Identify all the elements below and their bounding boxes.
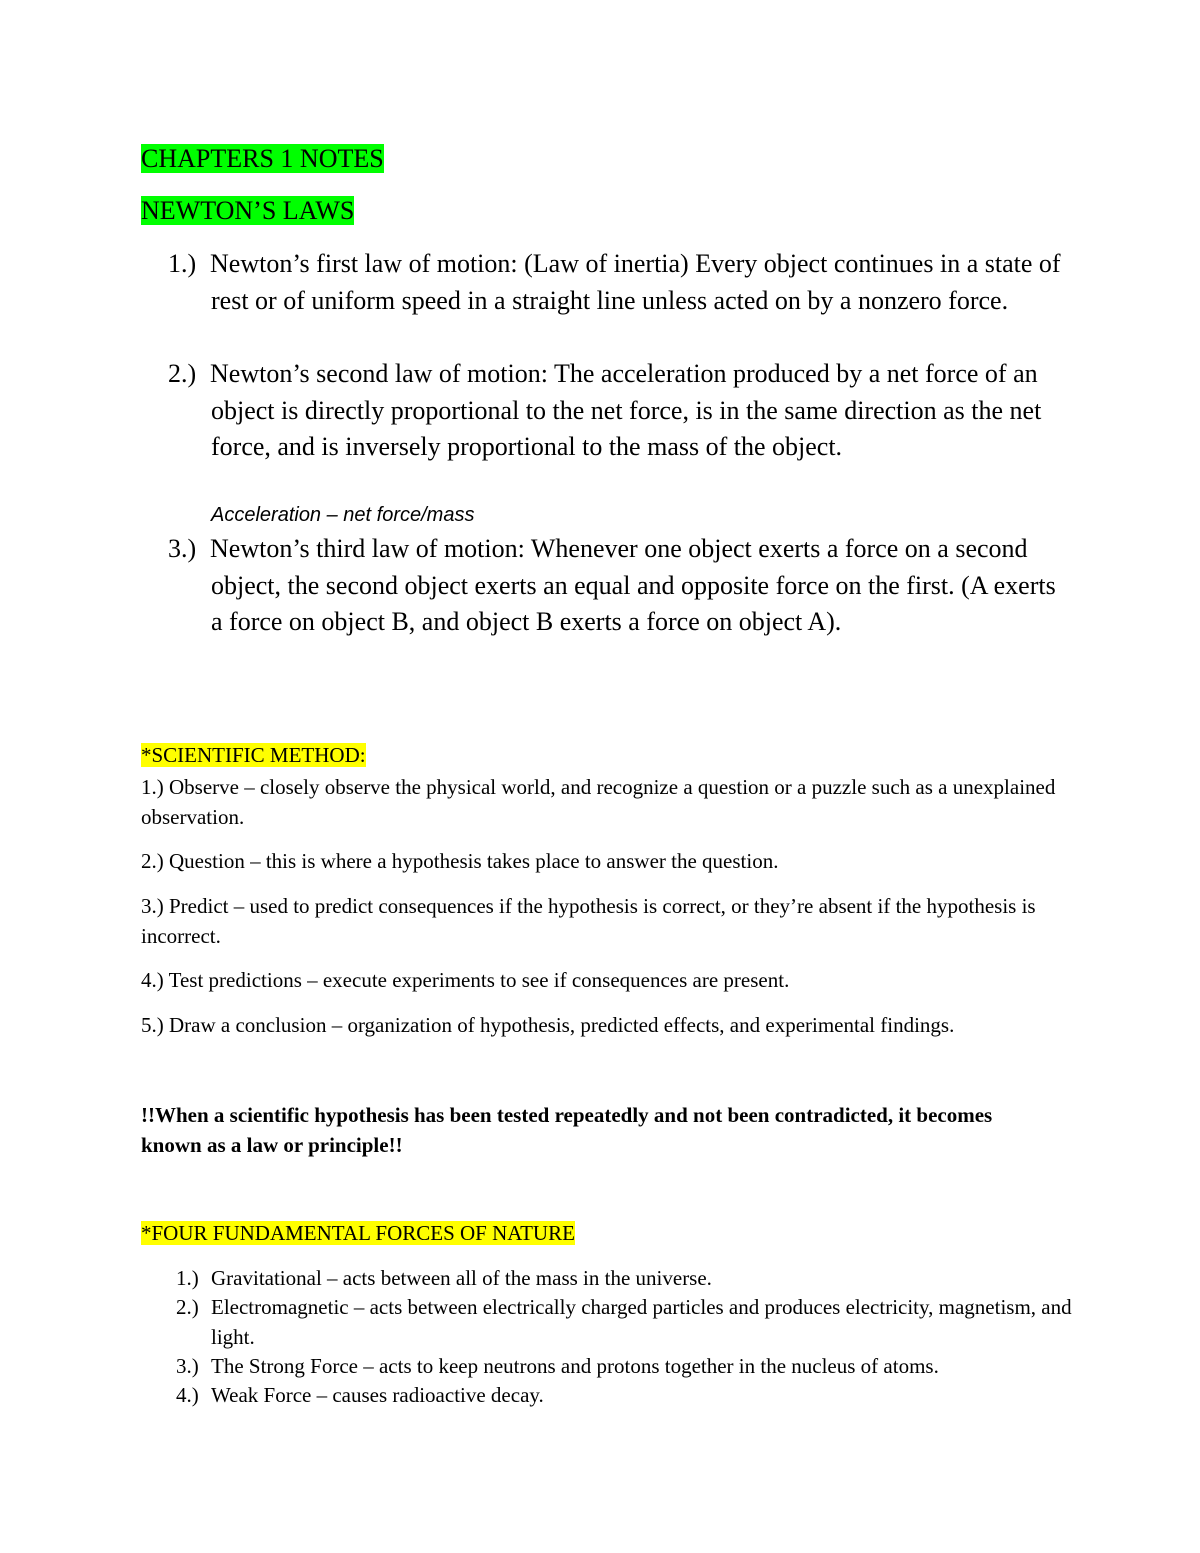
newton-law-1	[168, 246, 1068, 319]
method-step-1: 1.) Observe – closely observe the physical world, and recognize a question or a puzzle such as a unexplained observation.	[141, 775, 1056, 829]
newton-law-text: Newton’s second law of motion: The acceleration produced by a net force of an object is directly proportional to the net force, is in the same direction as the net force, and is inversely proportional to the mass of the object.	[210, 359, 1042, 461]
law-principle-note: !!When a scientific hypothesis has been tested repeatedly and not been contradicted, it becomes known as a law or principle!!	[141, 1103, 993, 1157]
force-item-weak	[176, 1381, 1076, 1411]
list-number: 2.)	[168, 359, 197, 388]
newtons-laws-heading	[141, 194, 354, 228]
force-item-electromagnetic	[176, 1293, 1076, 1352]
method-step-4: 4.) Test predictions – execute experiments to see if consequences are present.	[141, 968, 790, 992]
list-number: 2.)	[176, 1295, 199, 1319]
force-text: Gravitational – acts between all of the mass in the universe.	[211, 1266, 712, 1290]
list-number: 3.)	[168, 534, 197, 563]
newton-law-text: Newton’s third law of motion: Whenever one object exerts a force on a second object, the second object exerts an equal and opposite force on the first. (A exerts a force on object B, and object B exerts a force on object A).	[210, 534, 1056, 636]
newton-law-text: Newton’s first law of motion: (Law of inertia) Every object continues in a state of rest or of uniform speed in a straight line unless acted on by a nonzero force.	[210, 249, 1061, 315]
acceleration-formula: Acceleration – net force/mass	[211, 504, 475, 526]
scientific-method-heading-text: *SCIENTIFIC METHOD:	[141, 743, 366, 767]
force-item-strong	[176, 1352, 1076, 1382]
list-number: 1.)	[168, 249, 197, 278]
force-text: Weak Force – causes radioactive decay.	[211, 1383, 544, 1407]
force-item-gravitational	[176, 1264, 1076, 1294]
list-number: 3.)	[176, 1354, 199, 1378]
method-step-2: 2.) Question – this is where a hypothesis takes place to answer the question.	[141, 849, 779, 873]
chapter-heading	[141, 142, 384, 176]
scientific-method-heading	[141, 742, 366, 768]
force-text: Electromagnetic – acts between electrically charged particles and produces electricity, magnetism, and light.	[211, 1295, 1072, 1349]
newton-law-3	[168, 531, 1068, 641]
newton-law-2	[168, 356, 1068, 466]
chapter-heading-text: CHAPTERS 1 NOTES	[141, 144, 384, 173]
method-step-3: 3.) Predict – used to predict consequences if the hypothesis is correct, or they’re absent if the hypothesis is incorrect.	[141, 894, 1036, 948]
list-number: 4.)	[176, 1383, 199, 1407]
list-number: 1.)	[176, 1266, 199, 1290]
newtons-laws-heading-text: NEWTON’S LAWS	[141, 196, 355, 225]
force-text: The Strong Force – acts to keep neutrons and protons together in the nucleus of atoms.	[211, 1354, 939, 1378]
forces-heading	[141, 1220, 575, 1246]
forces-heading-text: *FOUR FUNDAMENTAL FORCES OF NATURE	[141, 1221, 575, 1245]
method-step-5: 5.) Draw a conclusion – organization of hypothesis, predicted effects, and experimental findings.	[141, 1013, 955, 1037]
